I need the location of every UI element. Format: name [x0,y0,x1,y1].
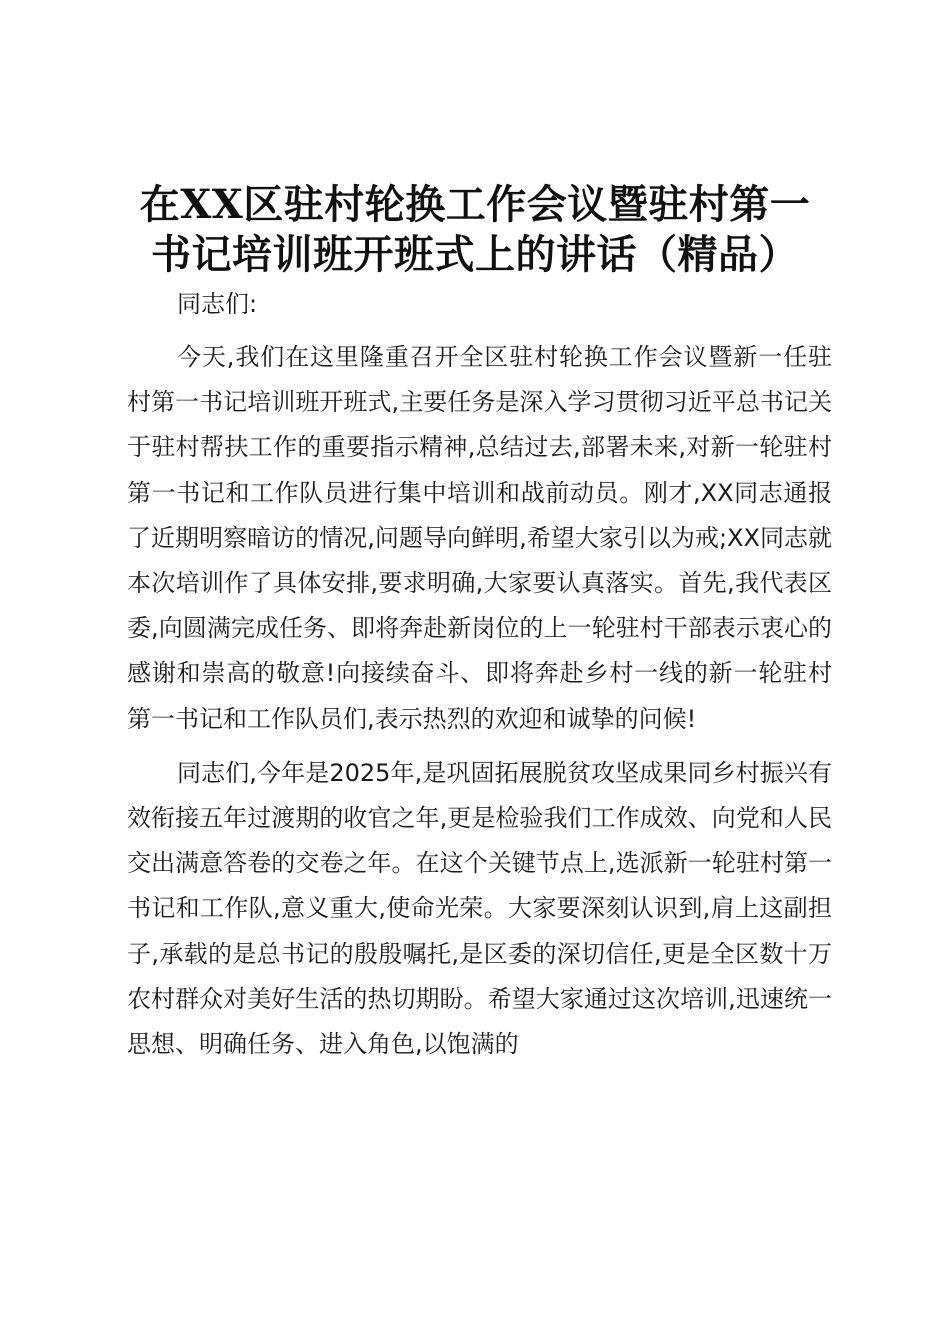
paragraph-opening: 今天,我们在这里隆重召开全区驻村轮换工作会议暨新一任驻村第一书记培训班开班式,主要任务是深入学习贯彻习近平总书记关于驻村帮扶工作的重要指示精神,总结过去,部署未来,对新一轮驻村第一书记和工作队员进行集中培训和战前动员。刚才,XX同志通报了近期明察暗访的情况,问题导向鲜明,希望大家引以为戒;XX同志就本次培训作了具体安排,要求明确,大家要认真落实。首先,我代表区委,向圆满完成任务、即将奔赴新岗位的上一轮驻村干部表示衷心的感谢和崇高的敬意!向接续奋斗、即将奔赴乡村一线的新一轮驻村第一书记和工作队员们,表示热烈的欢迎和诚挚的问候! [127,343,832,733]
salutation: 同志们: [177,290,258,318]
paragraph-significance: 同志们,今年是2025年,是巩固拓展脱贫攻坚成果同乡村振兴有效衔接五年过渡期的收官之年,更是检验我们工作成效、向党和人民交出满意答卷的交卷之年。在这个关键节点上,选派新一轮驻村第一书记和工作队,意义重大,使命光荣。大家要深刻认识到,肩上这副担子,承载的是总书记的殷殷嘱托,是区委的深切信任,更是全区数十万农村群众对美好生活的热切期盼。希望大家通过这次培训,迅速统一思想、明确任务、进入角色,以饱满的 [127,758,832,1059]
document-body [127,282,832,1067]
document-title: 在XX区驻村轮换工作会议暨驻村第一书记培训班开班式上的讲话（精品） [139,181,811,278]
